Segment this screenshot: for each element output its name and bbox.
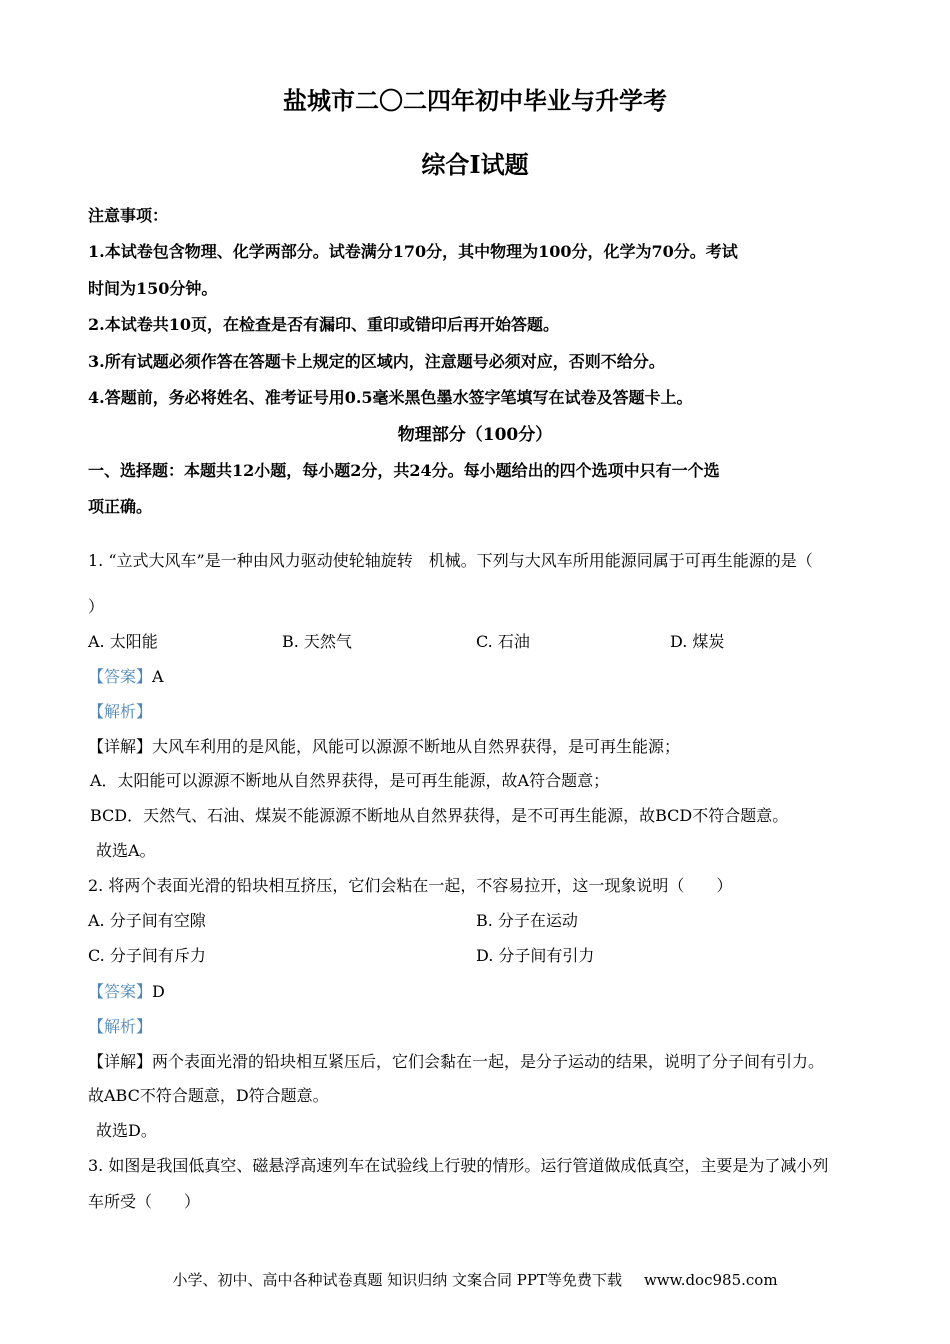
q1-option-a: A. 太阳能 <box>88 632 158 651</box>
section-heading-cont: 项正确。 <box>88 497 153 516</box>
exam-title: 盐城市二〇二四年初中毕业与升学考 <box>283 86 667 115</box>
detail-tag: 【详解】 <box>88 737 153 756</box>
notice-heading: 注意事项： <box>88 206 169 225</box>
q1-option-c: C. 石油 <box>476 632 530 651</box>
q2-option-d: D. 分子间有引力 <box>476 946 595 965</box>
q2-analysis-tag: 【解析】 <box>88 1017 153 1036</box>
q2-option-c: C. 分子间有斥力 <box>88 946 206 965</box>
notice-item-1-cont: 时间为150分钟。 <box>88 279 218 298</box>
answer-tag: 【答案】 <box>88 982 153 1001</box>
q1-stem: 1. “立式大风车”是一种由风力驱动使轮轴旋转 机械。下列与大风车所用能源同属于可再生能源的是（ <box>88 551 813 570</box>
notice-item-2: 2.本试卷共10页，在检查是否有漏印、重印或错印后再开始答题。 <box>88 315 559 334</box>
q1-answer <box>88 667 164 687</box>
q1-answer-value: A <box>152 667 164 686</box>
notice-item-3: 3.所有试题必须作答在答题卡上规定的区域内，注意题号必须对应，否则不给分。 <box>88 352 665 371</box>
q2-option-a: A. 分子间有空隙 <box>88 911 206 930</box>
exam-subtitle: 综合Ⅰ试题 <box>421 150 529 179</box>
q2-answer-value: D <box>152 982 165 1001</box>
q1-analysis-tag: 【解析】 <box>88 702 153 721</box>
q2-option-b: B. 分子在运动 <box>476 911 578 930</box>
q3-stem: 3. 如图是我国低真空、磁悬浮高速列车在试验线上行驶的情形。运行管道做成低真空，主要是为了减小列 <box>88 1156 829 1175</box>
q2-conclusion: 故选D。 <box>96 1121 157 1140</box>
detail-tag: 【详解】 <box>88 1052 153 1071</box>
q2-detail-text: 两个表面光滑的铅块相互紧压后，它们会黏在一起，是分子运动的结果，说明了分子间有引力。 <box>152 1052 825 1071</box>
answer-tag: 【答案】 <box>88 667 153 686</box>
notice-item-4: 4.答题前，务必将姓名、准考证号用0.5毫米黑色墨水签字笔填写在试卷及答题卡上。 <box>88 388 693 407</box>
q2-answer <box>88 982 165 1002</box>
page-footer <box>0 1270 950 1290</box>
q1-stem-cont: ） <box>88 597 105 616</box>
q2-stem: 2. 将两个表面光滑的铅块相互挤压，它们会粘在一起，不容易拉开，这一现象说明（ ） <box>88 876 733 895</box>
q2-detail <box>88 1052 824 1072</box>
q1-option-b: B. 天然气 <box>282 632 352 651</box>
section-title: 物理部分（100分） <box>397 425 553 445</box>
footer-url[interactable]: www.doc985.com <box>643 1271 778 1289</box>
q2-detail-cont: 故ABC不符合题意，D符合题意。 <box>88 1086 329 1105</box>
q1-conclusion: 故选A。 <box>96 841 156 860</box>
q1-detail-a: A．太阳能可以源源不断地从自然界获得，是可再生能源，故A符合题意； <box>90 771 610 790</box>
q1-detail-text: 大风车利用的是风能，风能可以源源不断地从自然界获得，是可再生能源； <box>152 737 681 756</box>
section-heading: 一、选择题：本题共12小题，每小题2分，共24分。每小题给出的四个选项中只有一个选 <box>88 461 720 480</box>
q1-detail <box>88 737 680 757</box>
notice-item-1: 1.本试卷包含物理、化学两部分。试卷满分170分，其中物理为100分，化学为70分。考试 <box>88 242 738 261</box>
q1-detail-bcd: BCD．天然气、石油、煤炭不能源源不断地从自然界获得，是不可再生能源，故BCD不符合题意。 <box>90 806 789 825</box>
q3-stem-cont: 车所受（ ） <box>88 1192 201 1211</box>
footer-text: 小学、初中、高中各种试卷真题 知识归纳 文案合同 PPT等免费下载 <box>172 1271 622 1289</box>
q1-option-d: D. 煤炭 <box>670 632 725 651</box>
